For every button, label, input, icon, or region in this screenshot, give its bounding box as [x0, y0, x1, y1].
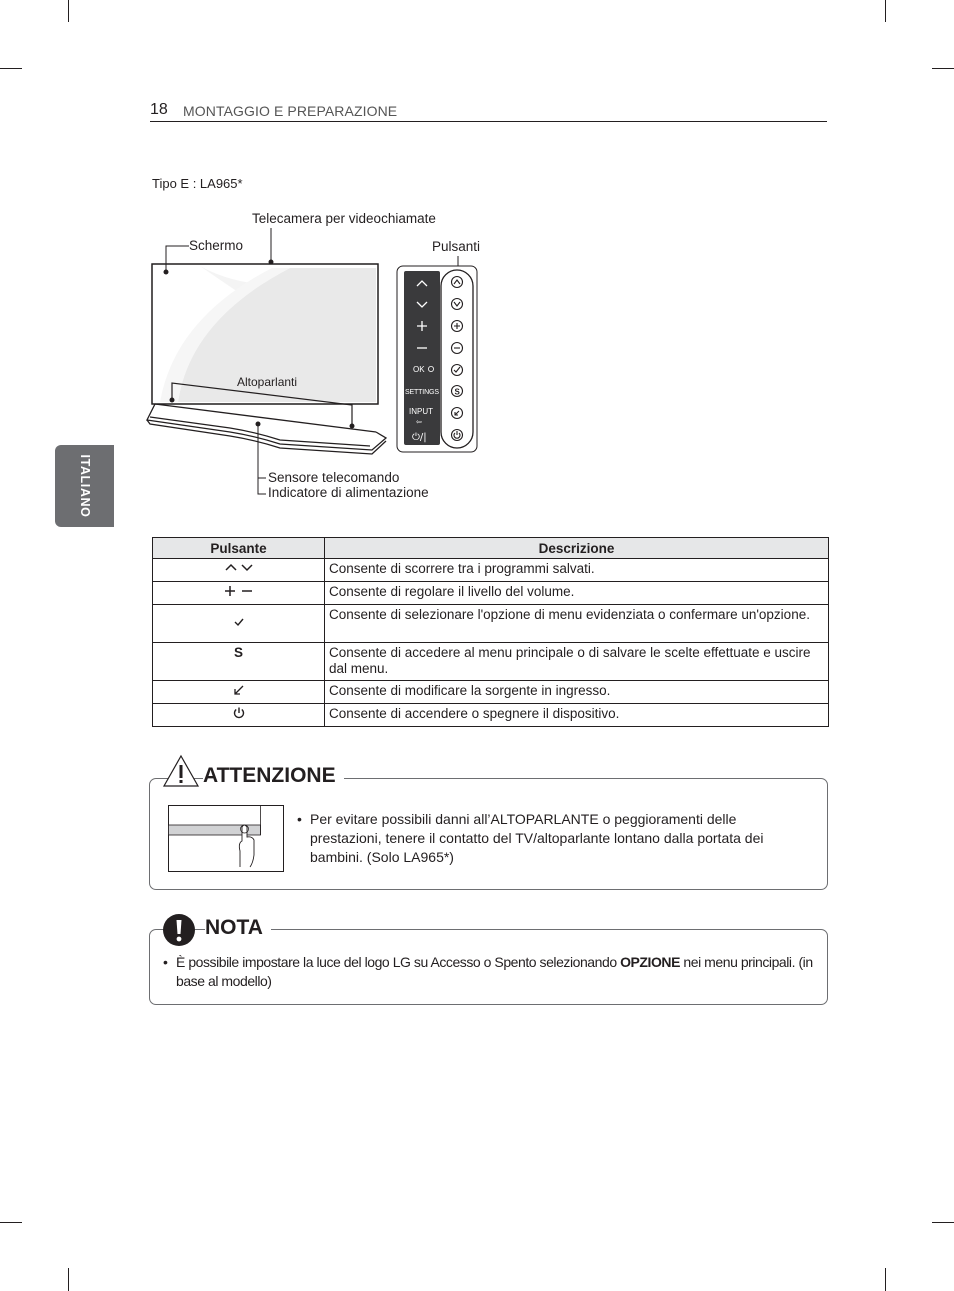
label-buttons: Pulsanti: [432, 239, 481, 254]
table-row: [153, 643, 829, 681]
chevron-up-down-icon: [153, 559, 325, 582]
table-header-row: [153, 538, 829, 559]
label-screen: Schermo: [189, 238, 244, 253]
table-row: [153, 582, 829, 605]
svg-text:⇦: ⇦: [416, 419, 422, 426]
table-cell-description: Consente di scorrere tra i programmi salvati.: [325, 559, 829, 582]
table-row: [153, 704, 829, 727]
header-rule: [150, 121, 827, 122]
crop-mark: [0, 68, 22, 69]
attenzione-bullet-text: Per evitare possibili danni all’ALTOPARLANTE o peggioramenti delle prestazioni, tenere il contatto del TV/altoparlante lontano dalla portata dei bambini. (Solo LA965*): [310, 811, 764, 865]
section-title: MONTAGGIO E PREPARAZIONE: [183, 103, 398, 119]
nota-bullet: [163, 953, 813, 991]
settings-s-icon: S: [153, 643, 325, 681]
column-header: Descrizione: [325, 538, 829, 559]
crop-mark: [68, 0, 69, 22]
nota-bullet-text: [176, 953, 813, 991]
language-tab-label: ITALIANO: [77, 454, 92, 518]
hand-touch-illustration: [168, 805, 285, 873]
label-speakers: Altoparlanti: [237, 375, 298, 389]
exclamation-icon: [162, 913, 196, 947]
table-row: [153, 605, 829, 643]
plus-minus-icon: [153, 582, 325, 605]
svg-text:S: S: [454, 387, 460, 397]
label-remote-sensor: Sensore telecomando: [268, 470, 400, 485]
crop-mark: [885, 0, 886, 22]
input-arrow-icon: [153, 681, 325, 704]
crop-mark: [932, 68, 954, 69]
language-tab: [55, 445, 114, 527]
page-number: 18: [150, 101, 168, 118]
table-cell-description: Consente di regolare il livello del volume.: [325, 582, 829, 605]
warning-icon: [162, 754, 200, 788]
crop-mark: [932, 1222, 954, 1223]
table-row: [153, 559, 829, 582]
column-header: Pulsante: [153, 538, 325, 559]
attenzione-bullet: [297, 810, 797, 867]
svg-text:OK: OK: [413, 365, 425, 374]
tv-stand-drawing: [147, 404, 386, 454]
nota-text-pre: È possibile impostare la luce del logo LG su Accesso o Spento selezionando: [176, 954, 621, 970]
table-cell-description: Consente di modificare la sorgente in ingresso.: [325, 681, 829, 704]
bullet-dot: •: [163, 954, 168, 970]
nota-text-post: nei menu principali. (in base al modello): [176, 954, 813, 989]
button-panel-drawing: [397, 266, 477, 452]
power-icon: [153, 704, 325, 727]
table-cell-description: Consente di accedere al menu principale o di salvare le scelte effettuate e uscire dal menu.: [325, 643, 829, 681]
table-cell-description: Consente di selezionare l'opzione di menu evidenziata o confermare un'opzione.: [325, 605, 829, 643]
crop-mark: [68, 1268, 69, 1291]
bullet-dot: •: [297, 811, 302, 827]
nota-text-bold: OPZIONE: [620, 954, 680, 970]
crop-mark: [0, 1222, 22, 1223]
table-row: [153, 681, 829, 704]
table-cell-description: Consente di accendere o spegnere il dispositivo.: [325, 704, 829, 727]
svg-text:⏻/|: ⏻/|: [412, 432, 427, 443]
model-line: Tipo E : LA965*: [152, 176, 243, 191]
check-icon: [153, 605, 325, 643]
label-power-indicator: Indicatore di alimentazione: [268, 485, 429, 500]
svg-text:SETTINGS: SETTINGS: [405, 389, 439, 396]
svg-text:INPUT: INPUT: [409, 407, 433, 416]
nota-title: NOTA: [205, 916, 271, 940]
buttons-table: [152, 537, 829, 727]
attenzione-title: ATTENZIONE: [203, 764, 344, 788]
label-camera: Telecamera per videochiamate: [252, 211, 436, 226]
crop-mark: [885, 1268, 886, 1291]
